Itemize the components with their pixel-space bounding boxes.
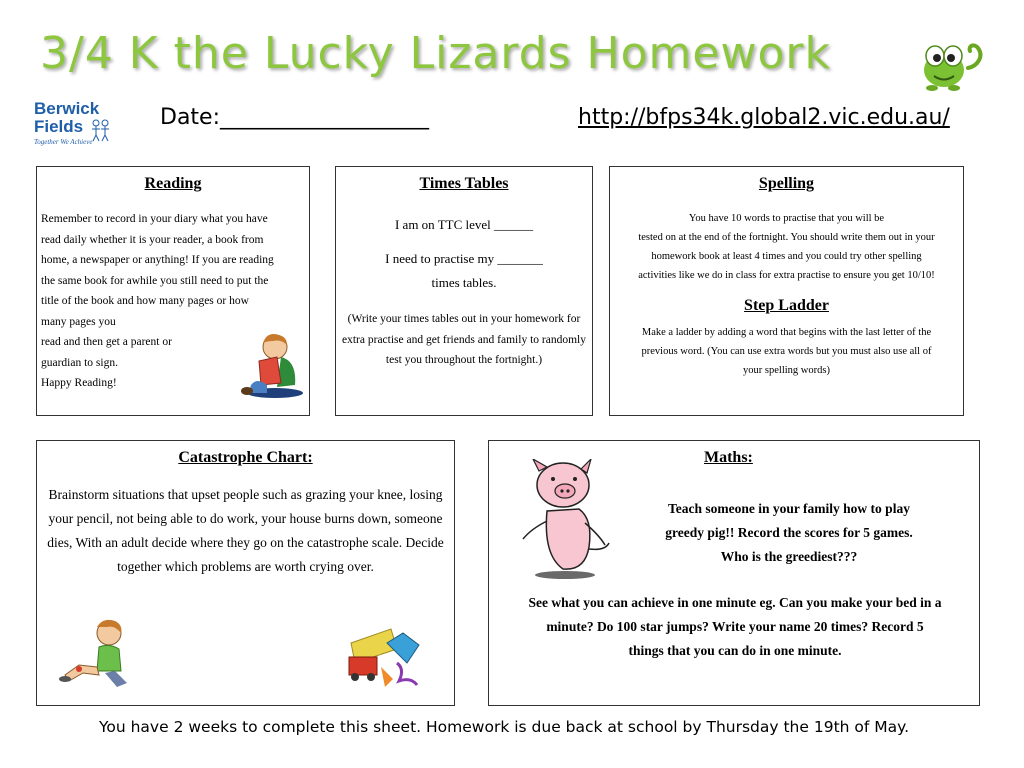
reading-line: read and then get a parent or xyxy=(41,336,172,348)
catastrophe-text: Brainstorm situations that upset people such as grazing your knee, losing your pencil, not being able to do work, your house burns down, someone dies, With an adult decide where they go on the catastrophe scale. Decide together which problems are worth crying over. xyxy=(47,487,444,574)
maths-section xyxy=(488,440,980,706)
maths-task1-line: Who is the greediest??? xyxy=(720,549,858,564)
logo-motto: Together We Achieve xyxy=(34,138,93,146)
reading-heading: Reading xyxy=(144,175,202,192)
logo-line2: Fields xyxy=(34,117,84,136)
ttc-level-text: I am on TTC level ______ xyxy=(394,217,534,232)
reading-line: read daily whether it is your reader, a book from xyxy=(41,233,264,246)
reading-line: home, a newspaper or anything! If you are reading xyxy=(41,254,274,266)
times-tables-section xyxy=(335,166,593,416)
catastrophe-heading: Catastrophe Chart: xyxy=(178,449,313,466)
reading-line: the same book for awhile you still need to put the xyxy=(41,274,269,287)
date-field: Date:___________________ xyxy=(160,105,429,130)
boy-grazed-knee-icon xyxy=(57,617,137,698)
step-ladder-line: Make a ladder by adding a word that begins with the last letter of the xyxy=(641,327,932,338)
boy-reading-icon xyxy=(237,327,305,404)
practise-line-2: times tables. xyxy=(431,275,497,290)
maths-task2-line: things that you can do in one minute. xyxy=(628,643,842,658)
due-date-footer: You have 2 weeks to complete this sheet. Homework is due back at school by Thursday the 19th of May. xyxy=(98,718,910,736)
spelling-section xyxy=(609,166,964,416)
logo-kids-icon xyxy=(90,118,112,142)
catastrophe-scale-icon xyxy=(341,623,429,698)
catastrophe-chart-section xyxy=(36,440,455,706)
maths-task2-line: See what you can achieve in one minute eg. Can you make your bed in a xyxy=(528,595,942,610)
logo-line1: Berwick xyxy=(34,99,100,118)
times-tables-heading: Times Tables xyxy=(419,175,509,192)
step-ladder-line: previous word. (You can use extra words but you must also use all of xyxy=(641,346,932,357)
lizard-icon xyxy=(918,38,986,96)
pig-icon xyxy=(519,459,615,586)
spelling-line: activities like we do in class for extra practise to ensure you get 10/10! xyxy=(638,270,935,281)
reading-section xyxy=(36,166,310,416)
spelling-heading: Spelling xyxy=(758,175,815,192)
spelling-line: homework book at least 4 times and you could try other spelling xyxy=(651,251,922,262)
maths-task1-line: greedy pig!! Record the scores for 5 games. xyxy=(665,525,913,540)
school-logo xyxy=(34,100,114,152)
reading-line: title of the book and how many pages or how xyxy=(41,295,249,307)
spelling-line: tested on at the end of the fortnight. You should write them out in your xyxy=(638,232,935,243)
reading-line: Happy Reading! xyxy=(41,377,117,389)
page-title: 3/4 K the Lucky Lizards Homework xyxy=(40,28,831,79)
practise-line-1: I need to practise my _______ xyxy=(385,251,543,266)
maths-task1-line: Teach someone in your family how to play xyxy=(668,501,910,516)
spelling-line: You have 10 words to practise that you will be xyxy=(688,213,885,224)
reading-line: guardian to sign. xyxy=(41,356,118,369)
step-ladder-heading: Step Ladder xyxy=(744,297,829,314)
reading-line: many pages you xyxy=(41,315,116,328)
reading-line: Remember to record in your diary what you have xyxy=(41,213,268,225)
class-blog-link[interactable]: http://bfps34k.global2.vic.edu.au/ xyxy=(578,105,950,130)
times-tables-note: (Write your times tables out in your homework for extra practise and get friends and family to randomly test you throughout the fortnight.) xyxy=(342,313,586,366)
maths-heading: Maths: xyxy=(704,449,753,466)
step-ladder-line: your spelling words) xyxy=(743,365,830,376)
maths-task2-line: minute? Do 100 star jumps? Write your name 20 times? Record 5 xyxy=(546,619,924,634)
